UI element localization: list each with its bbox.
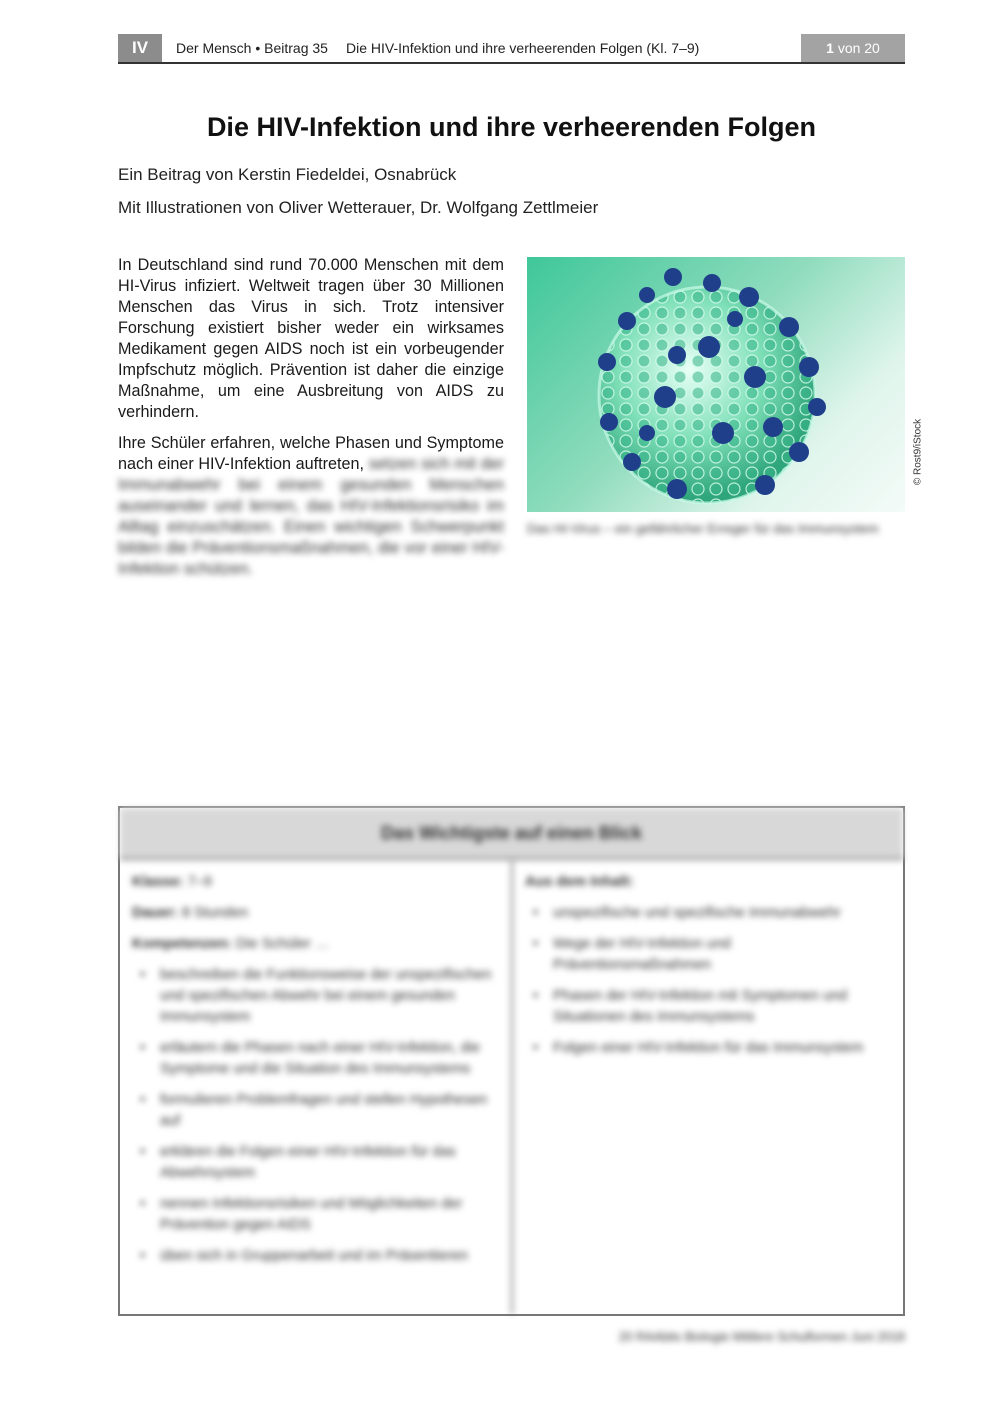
kompetenzen-line: Kompetenzen: Die Schüler … — [132, 936, 330, 952]
list-item: • nennen Infektionsrisiken und Möglichkeiten der Prävention gegen AIDS — [132, 1194, 499, 1236]
hiv-virus-illustration-icon — [527, 257, 905, 512]
overview-right-column — [513, 860, 903, 1314]
byline-illustrators: Mit Illustrationen von Oliver Wetterauer, Dr. Wolfgang Zettlmeier — [118, 198, 599, 217]
header-series: Der Mensch • Beitrag 35 — [176, 40, 328, 56]
list-item: • üben sich in Gruppenarbeit und im Präsentieren — [132, 1246, 499, 1267]
overview-left-column — [120, 860, 513, 1314]
page-footer: 20 RAAbits Biologie Mittlere Schulformen Juni 2018 — [618, 1330, 905, 1344]
page-current: 1 — [826, 40, 834, 56]
page-indicator — [801, 34, 905, 62]
intro-paragraph-2 — [118, 433, 504, 580]
dauer-line: Dauer: 8 Stunden — [132, 905, 249, 921]
intro-paragraph-2-blurred: setzen sich mit der Immunabwehr bei einem gesunden Menschen auseinander und lernen, das HIV-Infektionsrisiko im Alltag einzuschätzen. Einen wichtigen Schwerpunkt bilden die Präventionsmaßnahmen, die vor einer HIV-Infektion schützen. — [118, 455, 504, 578]
page-total: von 20 — [837, 40, 880, 56]
kompetenzen-list — [132, 965, 499, 1267]
list-item: • Folgen einer HIV-Infektion für das Immunsystem — [525, 1038, 891, 1059]
overview-box — [118, 806, 905, 1316]
content-list — [525, 903, 891, 1059]
list-item: • formulieren Problemfragen und stellen Hypothesen auf — [132, 1090, 499, 1132]
hiv-virus-image — [527, 257, 905, 512]
list-item: • beschreiben die Funktionsweise der unspezifischen und spezifischen Abwehr bei einem gesunden Immunsystem — [132, 965, 499, 1028]
image-credit: © Rost9/iStock — [912, 418, 924, 486]
list-item: • Wege der HIV-Infektion und Präventionsmaßnahmen — [525, 934, 891, 976]
klasse-line: Klasse: 7–9 — [132, 874, 212, 890]
list-item: • Phasen der HIV-Infektion mit Symptomen und Situationen des Immunsystems — [525, 986, 891, 1028]
page-header — [118, 34, 905, 64]
byline-author: Ein Beitrag von Kerstin Fiedeldei, Osnabrück — [118, 165, 457, 184]
overview-heading: Das Wichtigste auf einen Blick — [120, 808, 903, 860]
intro-paragraph-1: In Deutschland sind rund 70.000 Menschen mit dem HI-Virus infiziert. Weltweit tragen über 30 Millionen Menschen das Virus in sich. Trotz intensiver Forschung existiert bisher weder ein wirksames Medikament gegen AIDS noch ist ein vorbeugender Impfschutz möglich. Prävention ist daher die einzige Maßnahme, um eine Ausbreitung von AIDS zu verhindern. — [118, 256, 504, 421]
header-article-title: Die HIV-Infektion und ihre verheerenden Folgen (Kl. 7–9) — [345, 40, 700, 56]
list-item: • erklären die Folgen einer HIV-Infektion für das Abwehrsystem — [132, 1142, 499, 1184]
intro-paragraph-2-visible: Ihre Schüler erfahren, welche Phasen und Symptome nach einer HIV-Infektion auftreten, — [118, 434, 504, 473]
list-item: • erläutern die Phasen nach einer HIV-Infektion, die Symptome und die Situation des Immunsystems — [132, 1038, 499, 1080]
list-item: • unspezifische und spezifische Immunabwehr — [525, 903, 891, 924]
page-title: Die HIV-Infektion und ihre verheerenden Folgen — [206, 112, 817, 142]
unit-badge: IV — [118, 34, 162, 62]
header-title — [176, 34, 699, 62]
content-heading: Aus dem Inhalt: — [525, 874, 634, 890]
intro-text — [118, 255, 504, 590]
image-caption: Das HI-Virus – ein gefährlicher Erreger für das Immunsystem — [527, 521, 879, 536]
